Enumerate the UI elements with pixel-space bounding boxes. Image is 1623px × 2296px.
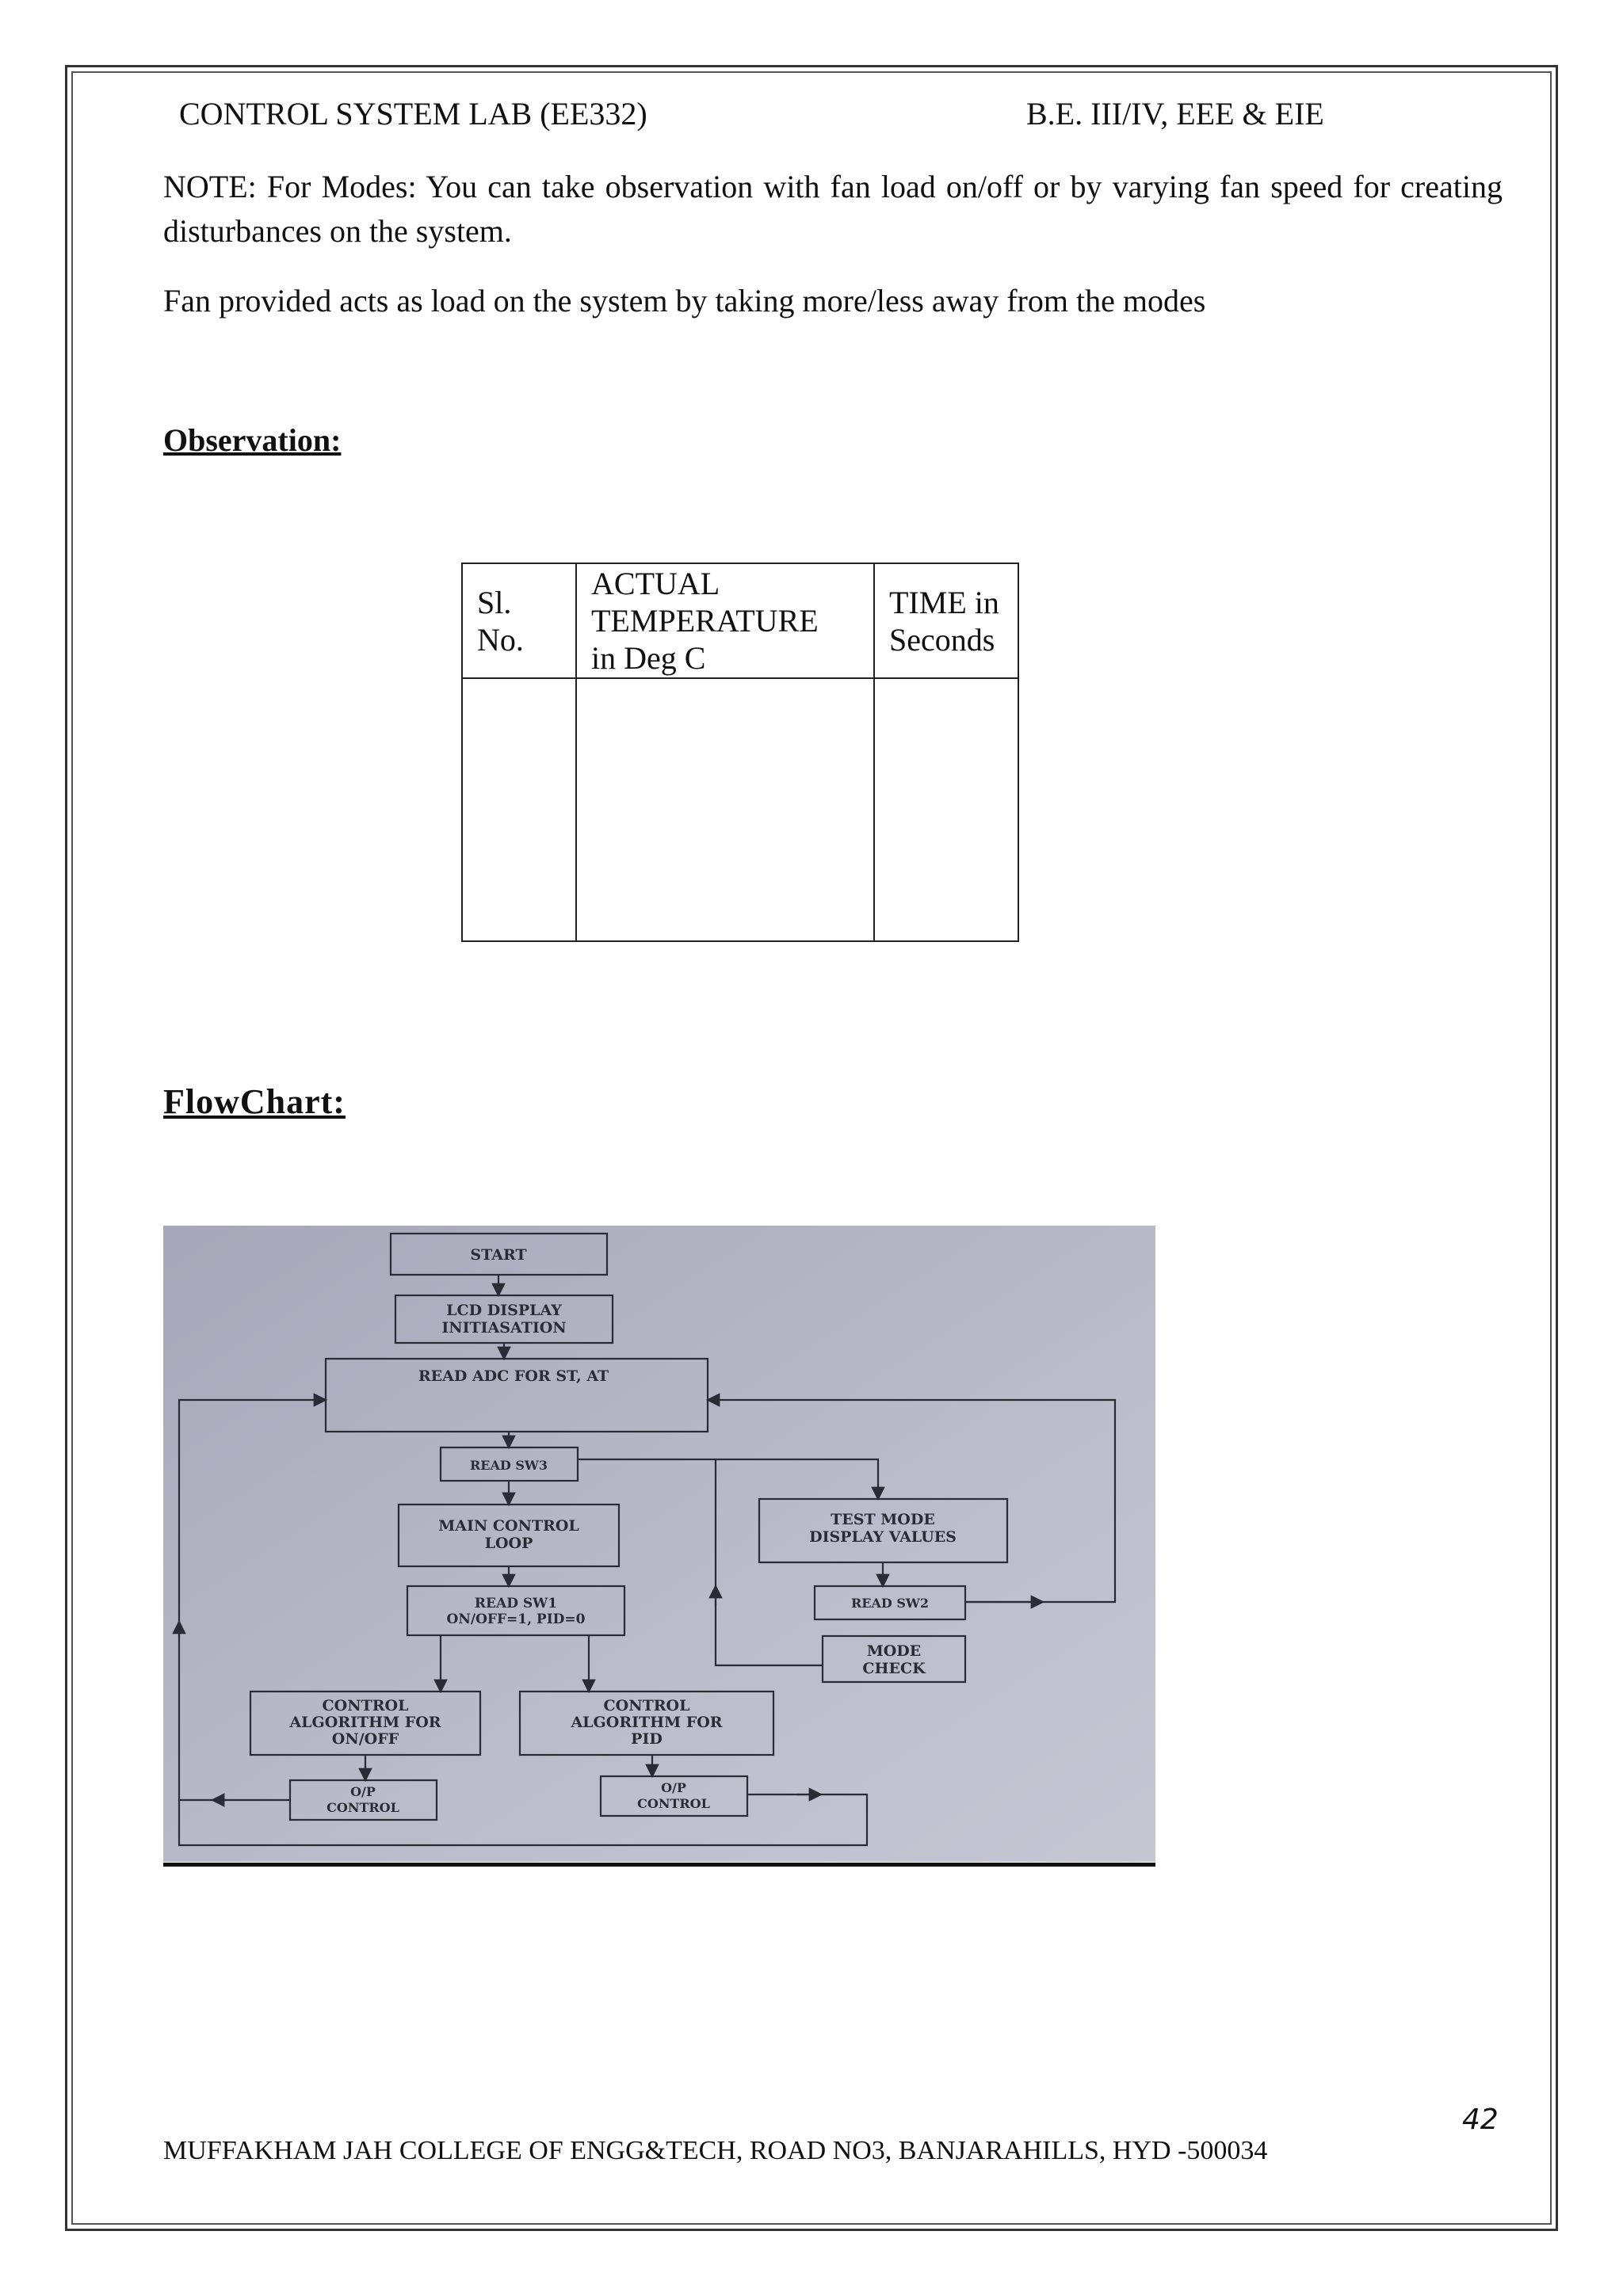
flow-label-main-2: LOOP [484,1535,533,1552]
flow-label-op-left-1: O/P [350,1784,376,1799]
flow-label-mode-2: CHECK [862,1660,926,1677]
flow-label-sw2: READ SW2 [850,1596,930,1611]
header-course: CONTROL SYSTEM LAB (EE332) [179,96,647,132]
col-time-line-1: TIME in [889,584,999,620]
flow-label-read-adc: READ ADC FOR ST, AT [418,1367,609,1385]
flow-label-onoff-1: CONTROL [322,1697,409,1714]
flow-label-op-left-2: CONTROL [327,1800,399,1815]
observation-table [461,563,1019,942]
flowchart-heading: FlowChart: [163,1082,346,1121]
flow-label-onoff-3: ON/OFF [331,1730,399,1748]
table-cell-empty [874,678,1018,941]
photo-underline [163,1863,1155,1867]
col-actual-temperature [576,563,874,678]
flow-label-lcd-1: LCD DISPLAY [446,1302,562,1319]
page-border-inner [71,71,1552,2225]
flow-label-op-right-1: O/P [661,1780,686,1795]
table-cell-empty [462,678,576,941]
flow-label-pid-1: CONTROL [603,1697,690,1714]
col-temp-line-3: in Deg C [591,640,706,676]
flow-label-mode-1: MODE [866,1642,922,1660]
col-time-seconds [874,563,1018,678]
col-sl-no [462,563,576,678]
flow-label-test-1: TEST MODE [831,1511,935,1528]
col-temp-line-2: TEMPERATURE [591,603,819,639]
note-paragraph: NOTE: For Modes: You can take observation with fan load on/off or by varying fan speed for creating disturbances on the system. [163,169,1503,249]
fan-paragraph: Fan provided acts as load on the system by taking more/less away from the modes [163,283,1206,318]
flow-label-onoff-2: ALGORITHM FOR [289,1714,441,1731]
observation-heading: Observation: [163,422,342,458]
flow-label-lcd-2: INITIASATION [441,1319,567,1337]
flow-label-sw1-2: ON/OFF=1, PID=0 [446,1611,586,1627]
flow-label-op-right-2: CONTROL [637,1796,710,1811]
flow-label-pid-2: ALGORITHM FOR [571,1714,723,1731]
table-row [462,678,1018,941]
col-sl-line-2: No. [477,621,524,658]
flow-label-read-sw3: READ SW3 [469,1458,548,1473]
col-temp-line-1: ACTUAL [591,566,720,601]
flowchart-photo [163,1226,1155,1862]
flow-label-main-1: MAIN CONTROL [438,1517,579,1535]
page-number: 42 [1462,2103,1499,2136]
footer-address: MUFFAKHAM JAH COLLEGE OF ENGG&TECH, ROAD NO3, BANJARAHILLS, HYD -500034 [163,2136,1268,2165]
col-sl-line-1: Sl. [477,584,512,620]
table-cell-empty [576,678,874,941]
header-program: B.E. III/IV, EEE & EIE [1026,96,1324,132]
table-header-row [462,563,1018,678]
flow-label-sw1-1: READ SW1 [474,1596,558,1611]
flow-label-pid-3: PID [631,1730,663,1748]
flow-label-test-2: DISPLAY VALUES [809,1528,957,1546]
col-time-line-2: Seconds [889,621,995,658]
flow-label-start: START [470,1246,527,1264]
